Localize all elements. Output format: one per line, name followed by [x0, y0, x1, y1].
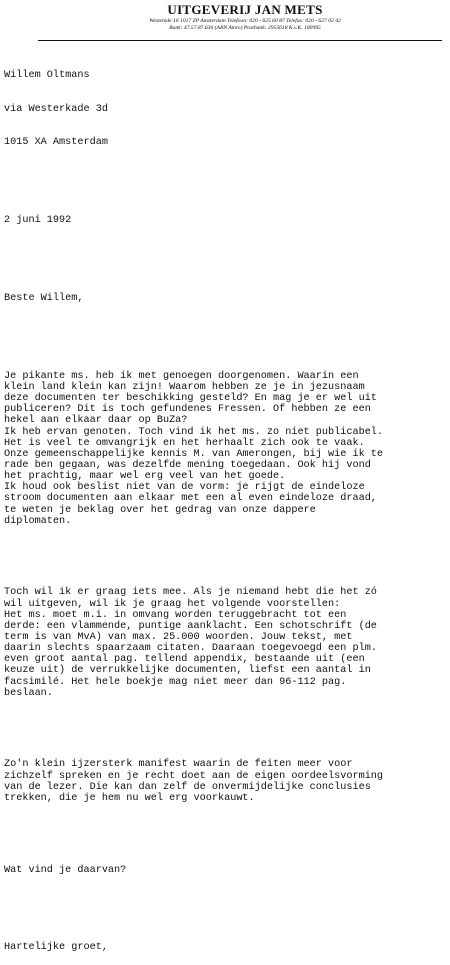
company-name: UITGEVERIJ JAN METS — [167, 2, 323, 17]
text-line: Onze gemeenschappelijke kennis M. van Amerongen, bij wie ik te — [4, 448, 384, 460]
text-line: rade ben gegaan, was dezelfde mening toegedaan. Ook hij vond — [4, 459, 371, 471]
text-line: Zo'n klein ijzersterk manifest waarin de feiten meer voor — [4, 759, 353, 771]
company-bank-details: Bank: 47.57.87.636 (ABN Amro) Postbank: 2955618 K.v.K. 180995 — [169, 25, 321, 31]
letter-date: 2 juni 1992 — [4, 214, 72, 226]
text-line: trekken, die je hem nu wel erg voorkauwt. — [4, 792, 255, 804]
text-line: term is van MvA) van max. 25.000 woorden. Jouw tekst, met — [4, 631, 353, 643]
letterhead-rule — [38, 40, 442, 41]
closing: Hartelijke groet, — [4, 942, 108, 954]
text-line: klein land klein kan zijn! Waarom hebben ze je in jezusnaam — [4, 381, 365, 393]
paragraph-3 — [4, 759, 448, 804]
text-line: derde: een vlammende, puntige aanklacht. Een schotschrift (de — [4, 620, 377, 632]
text-line: publiceren? Dit is toch gefundenes Fressen. Of hebben ze een — [4, 404, 371, 416]
text-line: wil uitgeven, wil ik je graag het volgende voorstellen: — [4, 598, 341, 610]
paragraph-2 — [4, 587, 448, 698]
text-line: Toch wil ik er graag iets mee. Als je niemand hebt die het zó — [4, 587, 377, 599]
text-line: hekel aan elkaar daar op BuZa? — [4, 415, 188, 427]
recipient-street: via Westerkade 3d — [4, 103, 108, 115]
text-line: diplomaten. — [4, 515, 72, 527]
text-line: keuze uit) de verrukkelijke documenten, liefst een aantal in — [4, 665, 371, 677]
text-line: Je pikante ms. heb ik met genoegen doorgenomen. Waarin een — [4, 370, 359, 382]
text-line: Ik heb ervan genoten. Toch vind ik het ms. zo niet publicabel. — [4, 426, 384, 438]
text-line: daarin slechts spaarzaam citaten. Daaraan toegevoegd een plm. — [4, 643, 377, 655]
text-line: beslaan. — [4, 687, 53, 699]
company-address: Westeinde 16 1017 ZP Amsterdam Telefoon: 020 - 625 60 87 Telefax: 020 - 627 02 42 — [149, 18, 341, 24]
text-line: deze documenten ter beschikking gesteld? En mag je er wel uit — [4, 393, 377, 405]
text-line: van de lezer. Die kan dan zelf de onvermijdelijke conclusies — [4, 781, 371, 793]
text-line: Het ms. moet m.i. in omvang worden teruggebracht tot een — [4, 609, 347, 621]
text-line: facsimilé. Het hele boekje mag niet meer dan 96-112 pag. — [4, 676, 347, 688]
text-line: zichzelf spreken en je recht doet aan de eigen oordeelsvorming — [4, 770, 384, 782]
text-line: stroom documenten aan elkaar met een al even eindeloze draad, — [4, 493, 377, 505]
paragraph-4 — [4, 865, 448, 876]
text-line: Wat vind je daarvan? — [4, 864, 127, 876]
text-line: even groot aantal pag. tellend appendix, bestaande uit (een — [4, 654, 365, 666]
letter-body — [4, 48, 448, 965]
recipient-city: 1015 XA Amsterdam — [4, 137, 108, 149]
salutation: Beste Willem, — [4, 292, 84, 304]
text-line: Het is veel te omvangrijk en het herhaalt zich ook te vaak. — [4, 437, 365, 449]
letterhead — [0, 2, 450, 32]
text-line: Ik houd ook beslist niet van de vorm: je rijgt de eindeloze — [4, 482, 365, 494]
recipient-name: Willem Oltmans — [4, 70, 90, 82]
text-line: te weten je beklag over het gedrag van onze dappere — [4, 504, 316, 516]
paragraph-1 — [4, 371, 448, 527]
text-line: het prachtig, maar wel erg veel van het goede. — [4, 471, 286, 483]
